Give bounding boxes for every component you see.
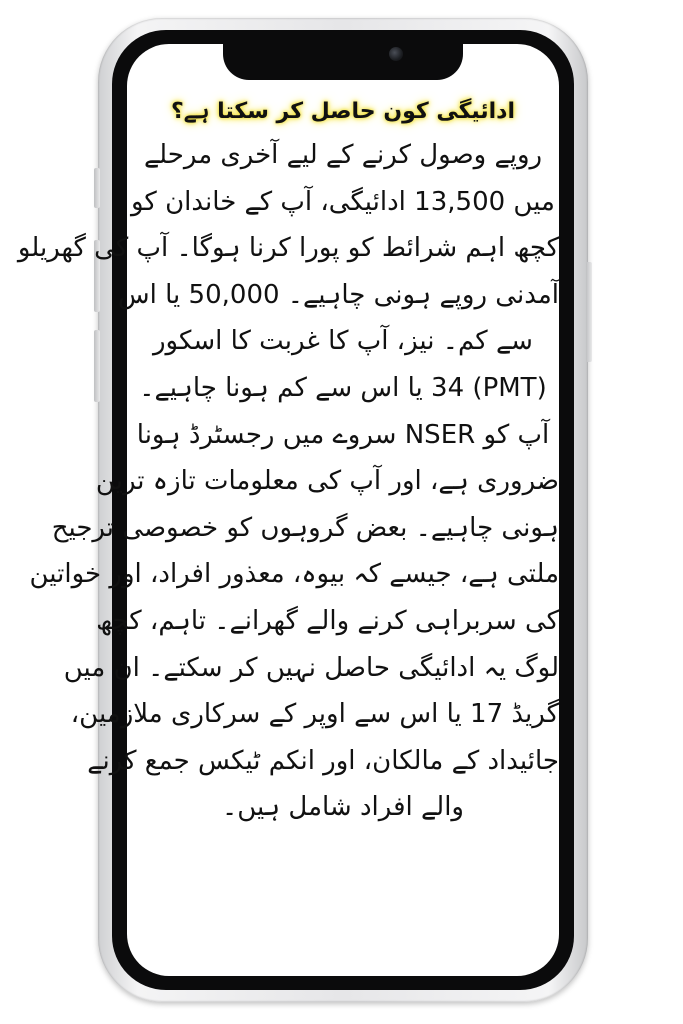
article-content xyxy=(17,92,559,831)
phone-notch xyxy=(223,40,463,80)
article-line: ضروری ہے، اور آپ کی معلومات تازہ ترین xyxy=(95,466,559,497)
power-button xyxy=(586,262,592,362)
article-line: کی سربراہی کرنے والے گھرانے۔ تاہم، کچھ xyxy=(96,605,559,636)
article-line: آمدنی روپے ہونی چاہیے۔ 50,000 یا اس xyxy=(117,279,559,310)
article-line: ہونی چاہیے۔ بعض گروہوں کو خصوصی ترجیح xyxy=(51,512,559,543)
article-line: لوگ یہ ادائیگی حاصل نہیں کر سکتے۔ ان میں xyxy=(63,652,559,683)
article-line: آپ کو NSER سروے میں رجسٹرڈ ہونا xyxy=(136,419,550,450)
article-line: میں 13,500 ادائیگی، آپ کے خاندان کو xyxy=(131,186,555,217)
article-line: روپے وصول کرنے کے لیے آخری مرحلے xyxy=(143,140,543,170)
article-line: (PMT) 34 یا اس سے کم ہونا چاہیے۔ xyxy=(139,372,547,403)
volume-down-button xyxy=(94,330,100,402)
article-line: والے افراد شامل ہیں۔ xyxy=(222,792,464,823)
article-title: ادائیگی کون حاصل کر سکتا ہے؟ xyxy=(170,99,516,124)
article-line: سے کم۔ نیز، آپ کا غربت کا اسکور xyxy=(153,326,533,357)
article-line: کچھ اہم شرائط کو پورا کرنا ہوگا۔ آپ کی گھریلو xyxy=(17,233,559,264)
article-line: گریڈ 17 یا اس سے اوپر کے سرکاری ملازمین، xyxy=(70,699,559,730)
article-line: ملتی ہے، جیسے کہ بیوہ، معذور افراد، اور خواتین xyxy=(29,559,559,590)
article-line: جائیداد کے مالکان، اور انکم ٹیکس جمع کرنے xyxy=(87,745,559,776)
mute-switch xyxy=(94,168,100,208)
camera-icon xyxy=(389,47,403,61)
